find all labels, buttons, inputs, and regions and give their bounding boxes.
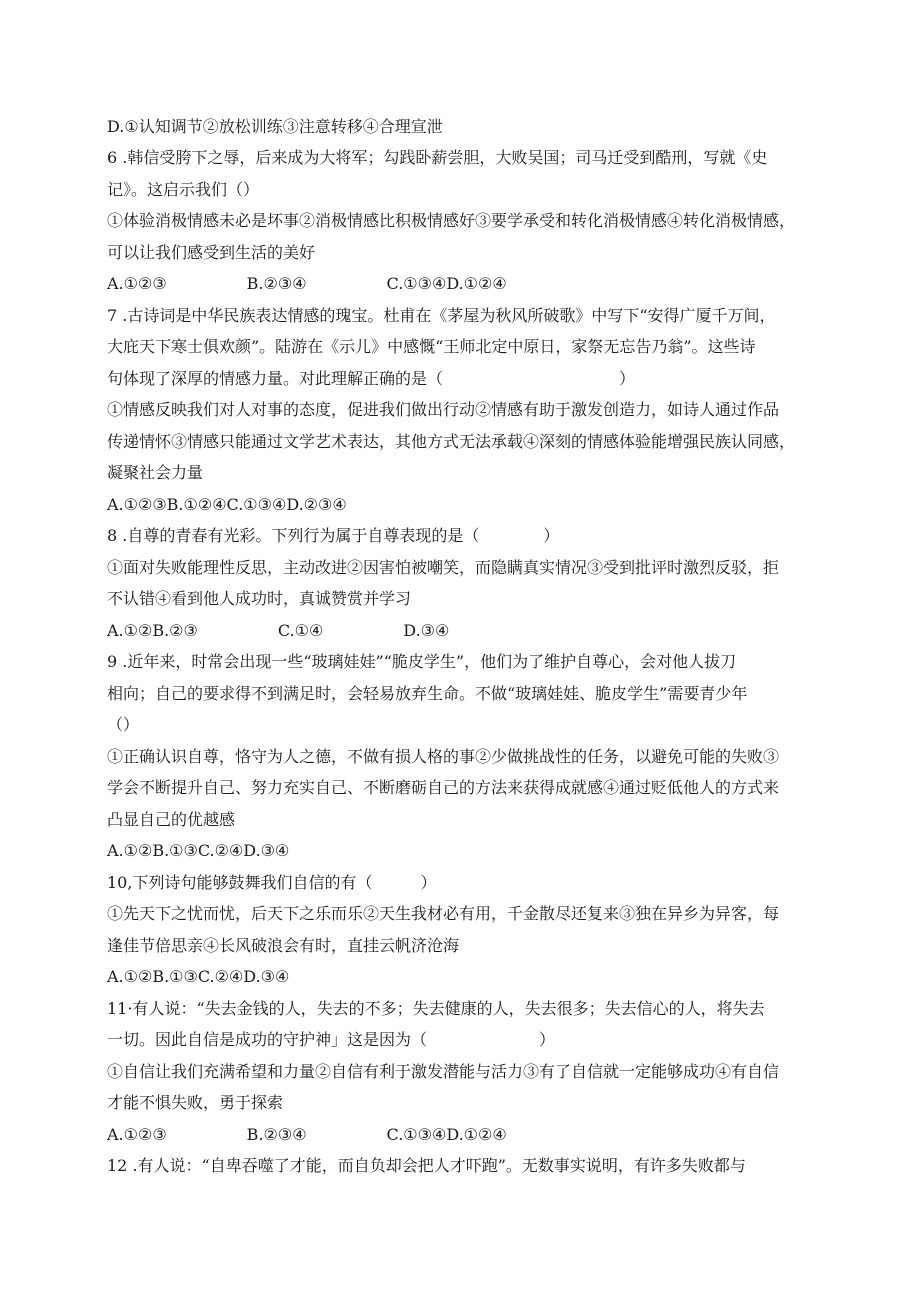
question-8-options: A.①②B.②③ C.①④ D.③④ <box>107 621 450 640</box>
question-11-stem: 11·有人说：“失去金钱的人，失去的不多；失去健康的人，失去很多；失去信心的人，将失去 <box>107 999 765 1018</box>
question-7-statements: ①情感反映我们对人对事的态度，促进我们做出行动②情感有助于激发创造力，如诗人通过作品 <box>107 400 780 419</box>
question-8-statements: ①面对失败能理性反思，主动改进②因害怕被嘲笑，而隐瞒真实情况③受到批评时激烈反驳，拒 <box>107 558 780 577</box>
question-9-stem: （） <box>107 715 140 734</box>
question-8-stem: 8 .自尊的青春有光彩。下列行为属于自尊表现的是（ ） <box>107 526 560 545</box>
question-11-statements: ①自信让我们充满希望和力量②自信有利于激发潜能与活力③有了自信就一定能够成功④有自信 <box>107 1062 780 1081</box>
question-6-stem: 6 .韩信受胯下之辱，后来成为大将军；勾践卧薪尝胆，大败吴国；司马迁受到酷刑，写就《史 <box>107 148 768 167</box>
question-11-stem: 一切。因此自信是成功的守护神」这是因为（ ） <box>107 1030 556 1049</box>
question-11-statements: 才能不惧失败，勇于探索 <box>107 1093 284 1112</box>
question-6-statements: 可以让我们感受到生活的美好 <box>107 243 316 262</box>
question-9-statements: ①正确认识自尊，恪守为人之德，不做有损人格的事②少做挑战性的任务，以避免可能的失败③ <box>107 747 780 766</box>
question-9-options: A.①②B.①③C.②④D.③④ <box>107 841 290 860</box>
question-9-stem: 相向；自己的要求得不到满足时，会轻易放弃生命。不做“玻璃娃娃、脆皮学生”需要青少年 <box>107 684 748 703</box>
question-6-options: A.①②③ B.②③④ C.①③④D.①②④ <box>107 274 507 293</box>
answer-options-q5-d: D.①认知调节②放松训练③注意转移④合理宣泄 <box>107 117 443 136</box>
question-9-stem: 9 .近年来，时常会出现一些“玻璃娃娃”“脆皮学生”，他们为了维护自尊心，会对他人拔刀 <box>107 652 737 671</box>
question-10-statements: 逢佳节倍思亲④长风破浪会有时，直挂云帆济沧海 <box>107 936 460 955</box>
question-7-stem: 7 .古诗词是中华民族表达情感的瑰宝。杜甫在《茅屋为秋风所破歌》中写下“安得广厦千万间， <box>107 306 776 325</box>
question-10-statements: ①先天下之忧而忧，后天下之乐而乐②天生我材必有用，千金散尽还复来③独在异乡为异客，每 <box>107 904 780 923</box>
question-9-statements: 凸显自己的优越感 <box>107 810 236 829</box>
question-12-stem: 12 .有人说：“自卑吞噬了才能，而自负却会把人才吓跑”。无数事实说明，有许多失败都与 <box>107 1156 746 1175</box>
question-6-statements: ①体验消极情感未必是坏事②消极情感比积极情感好③要学承受和转化消极情感④转化消极情感， <box>107 211 796 230</box>
question-7-options: A.①②③B.①②④C.①③④D.②③④ <box>107 495 347 514</box>
question-8-statements: 不认错④看到他人成功时，真诚赞赏并学习 <box>107 589 412 608</box>
question-7-statements: 传递情怀③情感只能通过文学艺术表达，其他方式无法承载④深刻的情感体验能增强民族认同感， <box>107 432 796 451</box>
question-7-stem: 句体现了深厚的情感力量。对此理解正确的是（ ） <box>107 369 636 388</box>
question-6-stem: 记》。这启示我们（） <box>107 180 260 199</box>
question-10-stem: 10,下列诗句能够鼓舞我们自信的有（ ） <box>107 873 437 892</box>
question-10-options: A.①②B.①③C.②④D.③④ <box>107 967 290 986</box>
question-7-stem: 大庇天下寒士俱欢颜”。陆游在《示儿》中感慨“王师北定中原日，家祭无忘告乃翁”。这些诗 <box>107 337 756 356</box>
question-9-statements: 学会不断提升自己、努力充实自己、不断磨砺自己的方法来获得成就感④通过贬低他人的方式来 <box>107 778 780 797</box>
question-7-statements: 凝聚社会力量 <box>107 463 204 482</box>
question-11-options: A.①②③ B.②③④ C.①③④D.①②④ <box>107 1125 507 1144</box>
